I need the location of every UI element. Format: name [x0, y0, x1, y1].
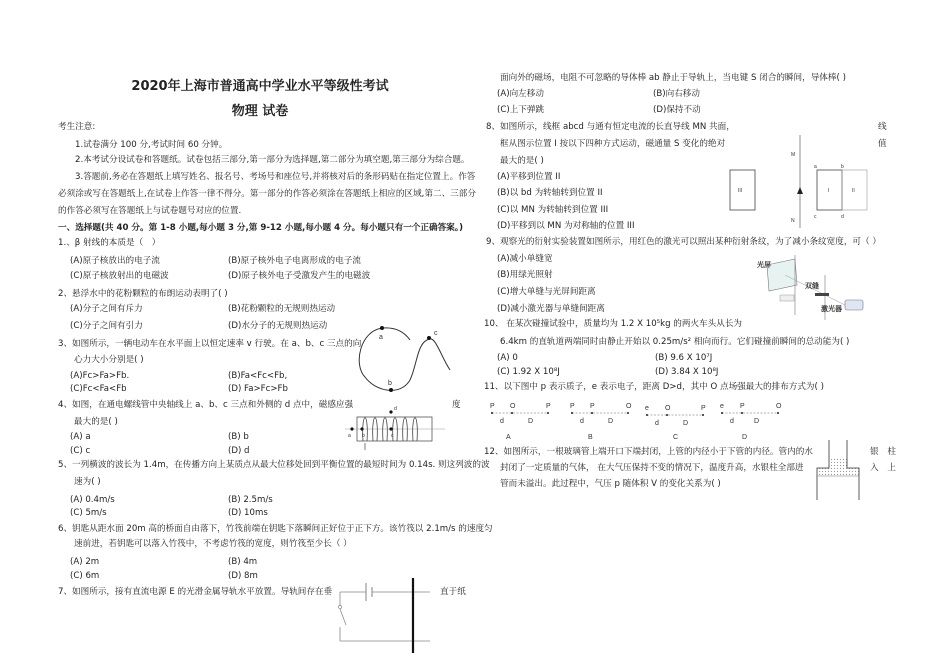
label-position-I: I — [828, 188, 830, 194]
option-c: (C) 6m — [70, 571, 100, 581]
option-c: (C)原子核放射出的电磁波 — [70, 271, 169, 281]
charge-label: O — [510, 403, 516, 410]
question-8-stem-tail: 线 — [878, 122, 887, 132]
charge-label: P — [570, 403, 575, 410]
point-label-d: d — [394, 406, 397, 412]
question-7-stem-cont: 面向外的磁场，电阻不可忽略的导体棒 ab 静止于导轨上，当电键 S 闭合的瞬间，导体棒( ) — [500, 73, 846, 83]
point-label-b: b — [388, 380, 392, 387]
option-d: (D) d — [228, 446, 250, 456]
option-d: (D)减小激光器与单缝间距离 — [497, 304, 605, 314]
notice-heading: 考生注意: — [58, 122, 96, 132]
exam-subtitle: 物理 试卷 — [231, 104, 289, 119]
arrangement-c — [645, 405, 706, 441]
option-c: (C)增大单缝与光屏间距离 — [497, 287, 596, 297]
wire-loop-figure — [728, 130, 878, 230]
question-10-stem: 10、 在某次碰撞试验中，质量均为 1.2 X 10⁵kg 的两火车头从长为 — [484, 319, 743, 329]
circuit-figure — [338, 575, 438, 655]
label-position-II: II — [852, 188, 855, 194]
option-d: (D)保持不动 — [653, 105, 701, 115]
question-7-stem: 7、如图所示，接有直流电源 E 的光滑金属导轨水平放置。导轨间存在垂 — [58, 587, 333, 597]
option-b: (B) 4m — [228, 557, 258, 567]
question-7-stem-tail: 直于纸 — [440, 587, 466, 597]
label-M: M — [791, 152, 796, 158]
option-a: (A) 0 — [497, 353, 518, 363]
option-a: (A)原子核放出的电子流 — [70, 256, 160, 266]
question-4-stem-tail: 度 — [452, 400, 461, 410]
option-b: (B) b — [228, 432, 249, 442]
label-b: b — [841, 164, 844, 170]
option-a: (A) 0.4m/s — [70, 495, 115, 505]
distance-D: D — [608, 418, 614, 425]
question-2-stem: 2、悬浮水中的花粉颗粒的布朗运动表明了( ) — [58, 289, 228, 299]
option-letter: A — [506, 434, 511, 441]
arrangement-a — [490, 403, 551, 441]
option-d: (D)原子核外电子受激发产生的电磁波 — [228, 271, 371, 281]
distance-d: d — [730, 418, 734, 425]
question-4-stem-cont: 最大的是( ) — [74, 417, 118, 427]
option-letter: B — [588, 434, 593, 441]
question-5-stem-cont: 速为( ) — [74, 477, 101, 487]
track-figure — [355, 325, 455, 395]
question-9-stem: 9、观察光的衍射实验装置如图所示，用红色的激光可以照出某种衍射条纹，为了减小条纹宽度，可（ ） — [486, 237, 881, 247]
option-a: (A) 2m — [70, 557, 100, 567]
label-d: d — [841, 214, 844, 220]
distance-D: D — [683, 420, 689, 427]
charge-arrangements-figure — [490, 400, 790, 442]
option-d: (D) 8m — [228, 571, 258, 581]
option-a: (A)减小单缝宽 — [497, 254, 553, 264]
distance-d: d — [500, 418, 504, 425]
label-c: c — [814, 214, 817, 220]
charge-label: O — [626, 403, 632, 410]
notice-item: 1.试卷满分 100 分,考试时间 60 分钟。 — [75, 140, 228, 150]
point-label-a: a — [348, 433, 351, 439]
option-a: (A)向左移动 — [497, 89, 544, 99]
section-heading: 一、选择题(共 40 分。第 1-8 小题,每小题 3 分,第 9-12 小题,每小题 4 分。每小题只有一个正确答案。) — [58, 223, 463, 233]
option-a: (A)分子之间有斥力 — [70, 304, 143, 314]
label-a: a — [814, 164, 817, 170]
glass-tube-figure — [815, 440, 865, 500]
charge-label: e — [720, 403, 724, 410]
option-b: (B)向右移动 — [653, 89, 700, 99]
notice-item: 3.答题前,务必在答题纸上填写姓名、报名号、考场号和座位号,并将核对后的条形码贴在指定位置上。作答 — [75, 172, 476, 182]
option-a: (A)平移到位置 II — [497, 172, 561, 182]
option-c: (C)分子之间有引力 — [70, 321, 143, 331]
question-12-stem-cont: 封闭了一定质量的气体， 在大气压保持不变的情况下，温度升高，水银柱全部进 — [500, 463, 804, 473]
question-8-stem-cont: 框从图示位置 I 按以下四种方式运动，磁通量 S 变化的绝对 — [500, 139, 726, 149]
option-d: (D) 3.84 X 10⁸J — [655, 367, 719, 377]
option-b: (B)花粉颗粒的无规则热运动 — [228, 304, 336, 314]
notice-item: 2.本考试分设试卷和答题纸。试卷包括三部分,第一部分为选择题,第二部分为填空题,第三部分为综合题。 — [75, 155, 470, 165]
label-screen: 光屏 — [757, 262, 771, 269]
option-c: (C)以 MN 为转轴转到位置 III — [497, 205, 609, 215]
question-6-stem: 6、钥匙从距水面 20m 高的桥面自由落下，竹筏前端在钥匙下落瞬间正好位于正下方。该竹筏以 2.1m/s 的速度匀 — [58, 524, 493, 534]
option-b: (B)Fa<Fc<Fb, — [228, 371, 288, 381]
notice-item: 的作答必须写在答题纸上与试卷题号对应的位置. — [58, 206, 242, 216]
label-position-III: III — [738, 188, 743, 194]
question-3-stem: 3、如图所示，一辆电动车在水平面上以恒定速率 v 行驶。在 a、b、c 三点的向 — [58, 339, 362, 349]
point-label-c: c — [391, 433, 394, 439]
distance-d: d — [655, 420, 659, 427]
question-10-stem-cont: 6.4km 的直轨道两端同时由静止开始以 0.25m/s² 相向而行。它们碰撞前瞬间的总动能为( ) — [500, 337, 850, 347]
question-3-stem-cont: 心力大小分别是( ) — [74, 355, 144, 365]
point-label-b: b — [362, 433, 365, 439]
charge-label: P — [546, 403, 551, 410]
point-label-c: c — [434, 330, 438, 337]
charge-label: P — [740, 403, 745, 410]
solenoid-figure — [345, 405, 445, 450]
option-d: (D) Fa>Fc>Fb — [228, 384, 288, 394]
option-c: (C) 1.92 X 10⁸J — [497, 367, 560, 377]
question-11-stem: 11、以下图中 p 表示质子，e 表示电子，距离 D>d，其中 O 点场强最大的排布方式为( ) — [484, 382, 824, 392]
option-b: (B) 9.6 X 10⁷J — [655, 353, 713, 363]
option-c: (C)Fc<Fa<Fb — [70, 384, 127, 394]
option-b: (B)原子核外电子电离形成的电子流 — [228, 256, 361, 266]
option-letter: C — [673, 434, 679, 441]
charge-label: e — [645, 405, 649, 412]
label-laser: 激光器 — [821, 306, 842, 313]
label-double-slit: 双缝 — [805, 283, 819, 290]
diffraction-apparatus-figure — [755, 255, 865, 325]
question-5-stem: 5、一列横波的波长为 1.4m，在传播方向上某质点从最大位移处回到平衡位置的最短时间为 0.14s. 则这列波的波 — [58, 460, 490, 470]
question-8-stem-cont2: 最大的是( ) — [500, 156, 544, 166]
arrangement-b — [570, 403, 632, 441]
notice-item: 必须涂或写在答题纸上,在试卷上作答一律不得分。第一部分的作答必须涂在答题纸上相应的区域,第二、三部分 — [58, 189, 476, 199]
question-8-stem-tail2: 值 — [878, 139, 887, 149]
option-b: (B)用绿光照射 — [497, 270, 553, 280]
option-c: (C) 5m/s — [70, 508, 107, 518]
question-12-stem-tail2: 入 上 — [870, 463, 899, 473]
option-a: (A) a — [70, 432, 91, 442]
option-b: (B) 2.5m/s — [228, 495, 273, 505]
question-12-stem: 12、如图所示，一根玻璃管上端开口下端封闭，上管的内径小于下管的内径。管内的水 — [484, 447, 813, 457]
option-a: (A)Fc>Fa>Fb. — [70, 371, 130, 381]
option-letter: D — [742, 434, 748, 441]
option-b: (B)以 bd 为转轴转到位置 II — [497, 188, 603, 198]
distance-D: D — [754, 418, 760, 425]
question-4-stem: 4、如图，在通电螺线管中央轴线上 a、b、c 三点和外侧的 d 点中，磁感应强 — [58, 400, 354, 410]
label-N: N — [791, 218, 795, 224]
distance-d: d — [580, 418, 584, 425]
charge-label: P — [590, 403, 595, 410]
question-8-stem: 8、如图所示，线框 abcd 与通有恒定电流的长直导线 MN 共面， — [486, 122, 735, 132]
charge-label: P — [490, 403, 495, 410]
question-6-stem-cont: 速前进，若钥匙可以落入竹筏中，不考虑竹筏的宽度，则竹筏至少长（ ） — [74, 539, 352, 549]
question-12-stem-cont2: 管而未溢出。此过程中，气压 p 随体积 V 的变化关系为( ) — [500, 479, 721, 489]
charge-label: O — [776, 403, 782, 410]
option-d: (D) 10ms — [228, 508, 268, 518]
question-12-stem-tail: 银 柱 — [870, 447, 899, 457]
arrangement-d — [720, 403, 782, 441]
charge-label: O — [665, 405, 671, 412]
exam-title: 2020年上海市普通高中学业水平等级性考试 — [131, 79, 389, 94]
point-label-a: a — [379, 334, 383, 341]
option-c: (C) c — [70, 446, 91, 456]
charge-label: P — [701, 405, 706, 412]
option-d: (D)水分子的无规则热运动 — [228, 321, 328, 331]
distance-D: D — [528, 418, 534, 425]
option-d: (D)平移到以 MN 为对称轴的位置 III — [497, 221, 635, 231]
question-1-stem: 1.、β 射线的本质是（ ） — [58, 238, 161, 248]
option-c: (C)上下弹跳 — [497, 105, 545, 115]
